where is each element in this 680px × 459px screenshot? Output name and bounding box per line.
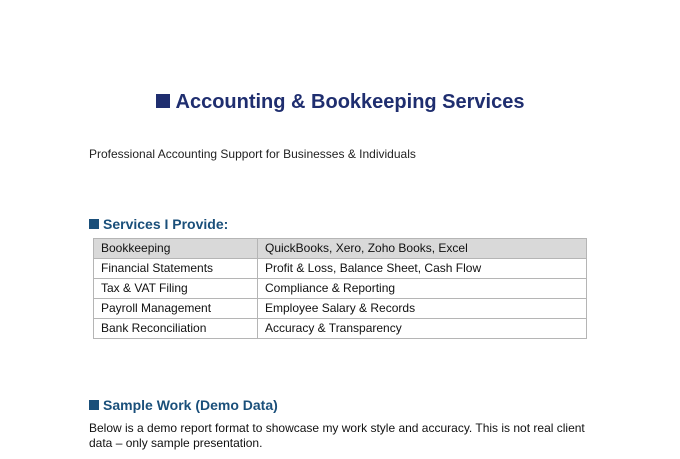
- square-bullet-icon: [89, 400, 99, 410]
- sample-work-heading-text: Sample Work (Demo Data): [103, 397, 278, 413]
- sample-work-description: Below is a demo report format to showcase my work style and accuracy. This is not real client data – only sample presentation.: [89, 421, 585, 450]
- service-detail-cell: QuickBooks, Xero, Zoho Books, Excel: [258, 239, 587, 259]
- table-row: [94, 319, 587, 339]
- services-heading: [89, 215, 228, 233]
- service-name-cell: Bank Reconciliation: [94, 319, 258, 339]
- service-detail-cell: Compliance & Reporting: [258, 279, 587, 299]
- document-title: [0, 88, 680, 116]
- table-row: [94, 239, 587, 259]
- square-bullet-icon: [156, 94, 170, 108]
- sample-work-heading: [89, 396, 278, 414]
- table-row: [94, 259, 587, 279]
- document-title-text: Accounting & Bookkeeping Services: [175, 91, 525, 113]
- service-name-cell: Bookkeeping: [94, 239, 258, 259]
- service-name-cell: Payroll Management: [94, 299, 258, 319]
- service-detail-cell: Employee Salary & Records: [258, 299, 587, 319]
- services-table: [93, 238, 587, 339]
- service-name-cell: Financial Statements: [94, 259, 258, 279]
- document-subtitle: Professional Accounting Support for Businesses & Individuals: [89, 147, 416, 161]
- service-detail-cell: Accuracy & Transparency: [258, 319, 587, 339]
- service-name-cell: Tax & VAT Filing: [94, 279, 258, 299]
- square-bullet-icon: [89, 219, 99, 229]
- service-detail-cell: Profit & Loss, Balance Sheet, Cash Flow: [258, 259, 587, 279]
- services-heading-text: Services I Provide:: [103, 216, 229, 232]
- table-row: [94, 279, 587, 299]
- table-row: [94, 299, 587, 319]
